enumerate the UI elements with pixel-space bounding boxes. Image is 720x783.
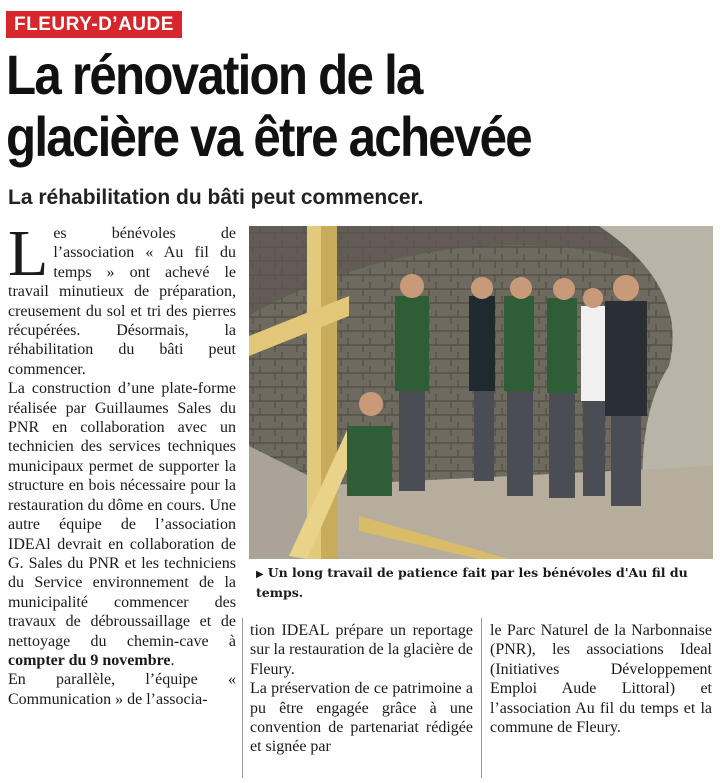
article-paragraph-4-start: La préservation de ce patrimoine a pu être engagée grâce à une convention de partenariat rédigée et signée par xyxy=(250,680,473,756)
article-column-3 xyxy=(490,621,712,737)
article-paragraph-3-end: tion IDEAL prépare un reportage sur la restauration de la glacière de Fleury. xyxy=(250,622,473,678)
headline xyxy=(6,44,633,168)
article-column-1 xyxy=(8,217,236,709)
photo-illustration xyxy=(249,226,713,559)
headline-line-1: La rénovation de la xyxy=(6,43,422,106)
column-divider xyxy=(242,618,243,778)
article-photo xyxy=(249,226,713,559)
headline-line-2: glacière va être achevée xyxy=(6,105,531,168)
section-kicker: FLEURY-D’AUDE xyxy=(6,11,182,38)
caption-arrow-icon: ▶ xyxy=(256,569,264,580)
article-paragraph-2: La construction d’une plate-forme réalisée par Guillaumes Sales du PNR en collaboration avec un technicien des services techniques municipaux permet de supporter la structure en bois nécessaire pour la restauration du dôme en cours. Une autre équipe de l’association IDEAl devrait en collaboration de G. Sales du PNR et les techniciens du Service environnement de la municipalité commencer des travaux de débroussaillage et de nettoyage du chemin-cave à compter du 9 novembre. xyxy=(8,380,236,669)
photo-caption: ▶ Un long travail de patience fait par les bénévoles d'Au fil du temps. xyxy=(256,565,688,600)
article-paragraph-3-start: En parallèle, l’équipe « Communication » de l’associa- xyxy=(8,671,236,708)
column-divider xyxy=(481,618,482,778)
article-paragraph-1: es bénévoles de l’association « Au fil du temps » ont achevé le travail minutieux de préparation, creusement du sol et tri des pierres récupérées. Désormais, la réhabilitation du bâti peut commencer. xyxy=(8,225,236,378)
date-emphasis: compter du 9 novembre xyxy=(8,651,171,669)
drop-cap: L xyxy=(8,217,49,290)
subheadline: La réhabilitation du bâti peut commencer. xyxy=(8,186,424,209)
article-column-2 xyxy=(250,621,473,757)
article-paragraph-4-end: le Parc Naturel de la Narbonnaise (PNR), les associations Ideal (Initiatives Développement Emploi Aude Littoral) et l’association Au fil du temps et la commune de Fleury. xyxy=(490,622,712,737)
